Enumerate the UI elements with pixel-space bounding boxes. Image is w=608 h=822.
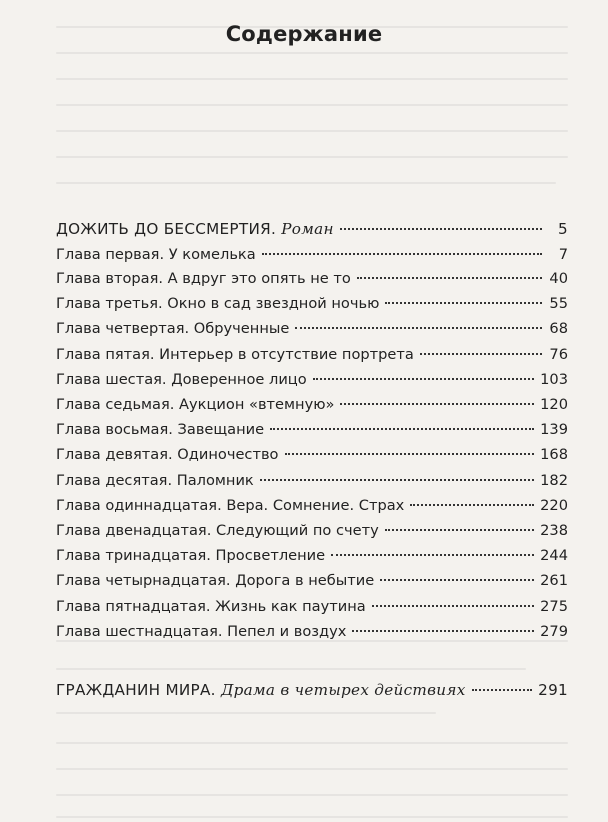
page-number: 220 [540,497,568,514]
entry-subtitle: Роман [281,220,334,238]
toc-chapter-entry [56,543,568,569]
dot-leader [420,353,542,355]
page-number: 244 [540,547,568,564]
entry-title: ДОЖИТЬ ДО БЕССМЕРТИЯ. Роман [56,220,334,238]
page-number: 291 [538,681,568,699]
toc-chapter-entry [56,468,568,494]
dot-leader [270,428,534,430]
page-number: 103 [540,371,568,388]
page-number: 120 [540,396,568,413]
dot-leader [340,228,542,230]
entry-title: Глава четвертая. Обрученные [56,320,290,337]
dot-leader [410,504,534,506]
dot-leader [385,529,534,531]
page-number: 55 [549,295,568,312]
toc-chapter-entry [56,316,568,342]
entry-title: Глава первая. У комелька [56,246,256,263]
page-number: 5 [558,220,568,238]
page-number: 279 [540,623,568,640]
toc-chapter-entry [56,291,568,317]
toc-chapter-entry [56,518,568,544]
toc-chapter-entry [56,342,568,368]
entry-title: Глава шестнадцатая. Пепел и воздух [56,623,347,640]
page-number: 182 [540,472,568,489]
entry-title: Глава пятнадцатая. Жизнь как паутина [56,598,366,615]
toc-chapter-entry [56,594,568,620]
entry-title: Глава пятая. Интерьер в отсутствие портрета [56,346,414,363]
entry-title: Глава двенадцатая. Следующий по счету [56,522,379,539]
dot-leader [285,453,535,455]
dot-leader [313,378,534,380]
entry-title: Глава седьмая. Аукцион «втемную» [56,396,335,413]
entry-title: Глава четырнадцатая. Дорога в небытие [56,572,375,589]
entry-title: Глава восьмая. Завещание [56,421,265,438]
dot-leader [352,630,534,632]
dot-leader [262,253,542,255]
page-number: 275 [540,598,568,615]
toc-chapter-entry [56,242,568,268]
page-number: 68 [549,320,568,337]
toc-part-entry [56,216,568,242]
toc-chapter-entry [56,568,568,594]
toc-chapter-entry [56,442,568,468]
dot-leader [380,579,534,581]
page-number: 40 [549,270,568,287]
entry-title: ГРАЖДАНИН МИРА. Драма в четырех действиях [56,681,466,699]
entry-subtitle: Драма в четырех действиях [220,681,466,699]
dot-leader [372,605,534,607]
entry-title: Глава девятая. Одиночество [56,446,279,463]
page-number: 76 [549,346,568,363]
dot-leader [385,302,542,304]
dot-leader [340,403,534,405]
page-title: Содержание [225,22,383,46]
dot-leader [472,689,533,691]
dot-leader [357,277,542,279]
toc-chapter-entry [56,367,568,393]
dot-leader [295,327,542,329]
toc-chapter-entry [56,392,568,418]
page-number: 261 [540,572,568,589]
dot-leader [260,479,534,481]
dot-leader [331,554,534,556]
entry-title: Глава вторая. А вдруг это опять не то [56,270,351,287]
toc-chapter-entry [56,493,568,519]
entry-title: Глава десятая. Паломник [56,472,254,489]
toc-chapter-entry [56,266,568,292]
entry-title: Глава третья. Окно в сад звездной ночью [56,295,380,312]
page-number: 168 [540,446,568,463]
entry-title: Глава одиннадцатая. Вера. Сомнение. Страх [56,497,405,514]
page-number: 7 [558,246,568,263]
toc-chapter-entry [56,417,568,443]
page-number: 238 [540,522,568,539]
page-number: 139 [540,421,568,438]
entry-title: Глава тринадцатая. Просветление [56,547,326,564]
entry-title: Глава шестая. Доверенное лицо [56,371,307,388]
toc-part-entry [56,677,568,703]
toc-chapter-entry [56,619,568,645]
